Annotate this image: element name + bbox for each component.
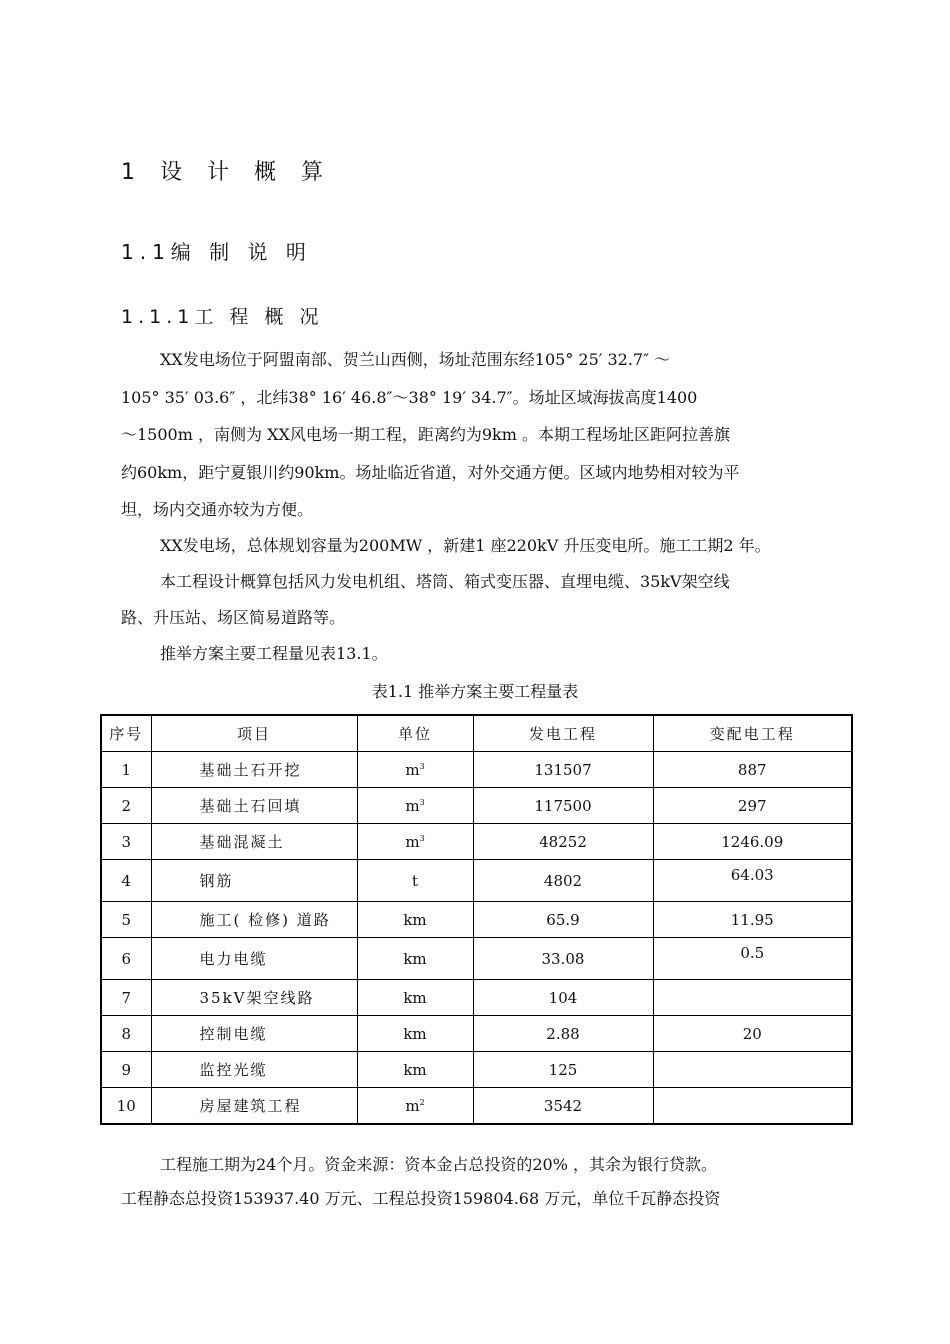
paragraph-line: 105° 35′ 03.6″ ，北纬38° 16′ 46.8″～38° 19′ 34.7″。场址区域海拔高度1400 [121,388,698,407]
cell-unit: km [357,902,473,938]
table-row [101,788,852,824]
paragraph-line: 坦，场内交通亦较为方便。 [121,500,314,519]
cell-distribution: 297 [653,788,852,824]
table-row [101,752,852,788]
paragraph-line: 工程静态总投资153937.40 万元、工程总投资159804.68 万元，单位千瓦静态投资 [121,1189,721,1208]
cell-distribution: 64.03 [653,860,852,902]
cell-unit: km [357,1016,473,1052]
table-row [101,1052,852,1088]
quantities-table [100,714,853,1125]
cell-distribution [653,980,852,1016]
cell-no: 10 [101,1088,151,1125]
cell-no: 4 [101,860,151,902]
table-caption: 表1.1 推举方案主要工程量表 [371,682,579,701]
cell-no: 7 [101,980,151,1016]
cell-distribution: 11.95 [653,902,852,938]
header-distribution: 变配电工程 [653,715,852,752]
cell-item: 监控光缆 [151,1052,357,1088]
header-unit: 单位 [357,715,473,752]
table-row [101,824,852,860]
cell-unit: $m^3$ [357,824,473,860]
cell-unit: t [357,860,473,902]
paragraph-line: 推举方案主要工程量见表13.1。 [160,644,388,663]
cell-distribution: 20 [653,1016,852,1052]
cell-unit: $m^3$ [357,752,473,788]
cell-item: 房屋建筑工程 [151,1088,357,1125]
header-no: 序号 [101,715,151,752]
paragraph-line: 本工程设计概算包括风力发电机组、塔筒、箱式变压器、直埋电缆、35kV架空线 [160,572,730,591]
cell-unit: $m^2$ [357,1088,473,1125]
cell-generation: 117500 [473,788,653,824]
cell-distribution: 0.5 [653,938,852,980]
cell-unit: km [357,1052,473,1088]
table-row [101,1016,852,1052]
cell-no: 5 [101,902,151,938]
subsection-title: 1.1.1工 程 概 况 [121,306,324,328]
cell-distribution: 887 [653,752,852,788]
table-row [101,860,852,902]
header-generation: 发电工程 [473,715,653,752]
cell-item: 基础土石回填 [151,788,357,824]
cell-no: 9 [101,1052,151,1088]
cell-no: 8 [101,1016,151,1052]
cell-distribution [653,1052,852,1088]
table-row [101,938,852,980]
section-title: 1.1编 制 说 明 [121,240,312,264]
cell-generation: 125 [473,1052,653,1088]
cell-generation: 3542 [473,1088,653,1125]
chapter-title: 1 设 计 概 算 [121,160,332,185]
cell-item: 控制电缆 [151,1016,357,1052]
cell-no: 6 [101,938,151,980]
paragraph-line: ～1500m ，南侧为 XX风电场一期工程，距离约为9km 。本期工程场址区距阿拉善旗 [121,425,730,444]
cell-item: 35kV架空线路 [151,980,357,1016]
cell-distribution: 1246.09 [653,824,852,860]
table-row [101,980,852,1016]
cell-generation: 104 [473,980,653,1016]
cell-unit: km [357,980,473,1016]
table-header-row [101,715,852,752]
cell-generation: 4802 [473,860,653,902]
cell-generation: 33.08 [473,938,653,980]
table-row [101,1088,852,1125]
cell-generation: 48252 [473,824,653,860]
paragraph-line: XX发电场位于阿盟南部、贺兰山西侧，场址范围东经105° 25′ 32.7″ ～ [160,350,671,369]
cell-no: 2 [101,788,151,824]
paragraph-line: 路、升压站、场区简易道路等。 [121,608,346,627]
cell-no: 3 [101,824,151,860]
cell-generation: 2.88 [473,1016,653,1052]
cell-item: 施工( 检修) 道路 [151,902,357,938]
paragraph-line: XX发电场，总体规划容量为200MW ，新建1 座220kV 升压变电所。施工工期2 年。 [160,536,771,555]
cell-generation: 131507 [473,752,653,788]
cell-no: 1 [101,752,151,788]
cell-item: 钢筋 [151,860,357,902]
cell-unit: $m^3$ [357,788,473,824]
paragraph-line: 约60km，距宁夏银川约90km。场址临近省道，对外交通方便。区域内地势相对较为平 [121,463,740,482]
cell-distribution [653,1088,852,1125]
cell-item: 电力电缆 [151,938,357,980]
header-item: 项目 [151,715,357,752]
cell-item: 基础土石开挖 [151,752,357,788]
table-row [101,902,852,938]
cell-item: 基础混凝土 [151,824,357,860]
cell-generation: 65.9 [473,902,653,938]
cell-unit: km [357,938,473,980]
paragraph-line: 工程施工期为24个月。资金来源：资本金占总投资的20% ，其余为银行贷款。 [160,1155,718,1174]
